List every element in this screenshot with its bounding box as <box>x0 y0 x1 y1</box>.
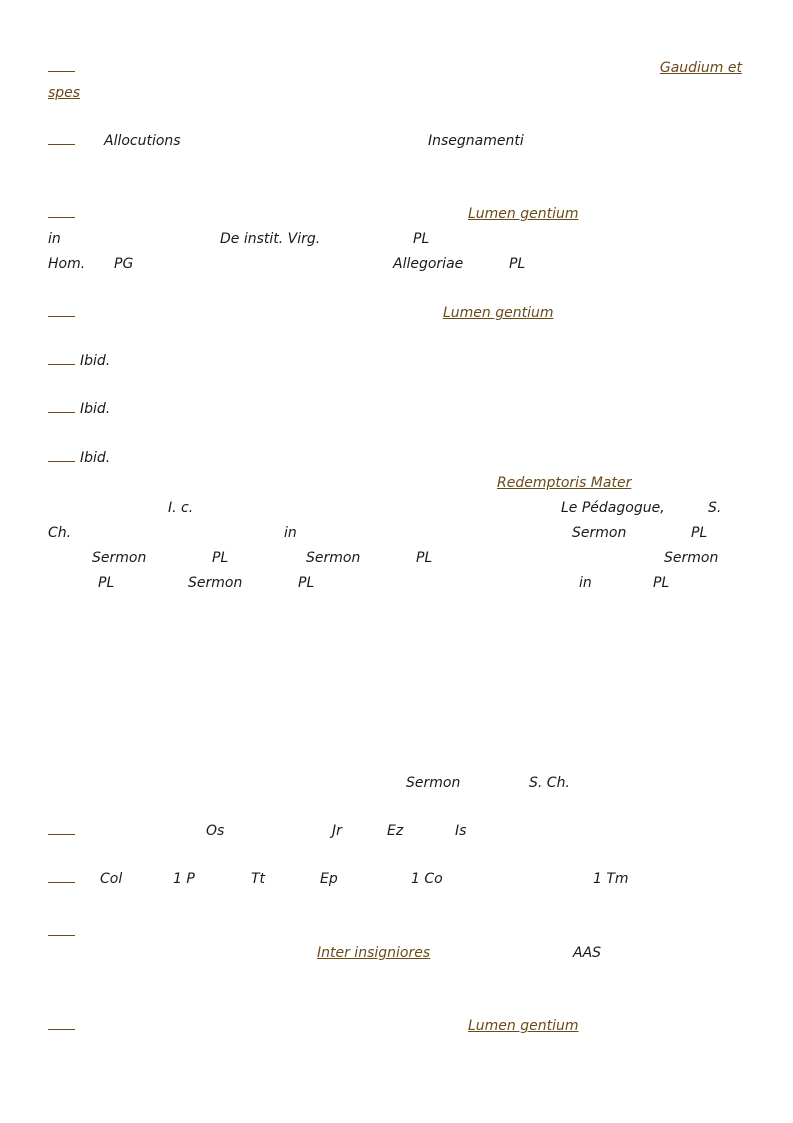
ibid-text: Ibid. <box>80 353 111 369</box>
footnote-9-line-1 <box>48 868 748 890</box>
source-title: Sermon <box>188 575 243 591</box>
footnote-marker[interactable] <box>48 1015 75 1030</box>
footnote-7-line-5 <box>48 547 748 569</box>
source-abbrev: AAS <box>573 945 602 961</box>
footnote-marker[interactable] <box>48 302 75 317</box>
source-title: De instit. Virg. <box>220 231 321 247</box>
footnote-4-line-1 <box>48 302 748 324</box>
footnote-marker[interactable] <box>48 398 75 413</box>
ibid-text: Ibid. <box>80 450 111 466</box>
source-abbrev: S. <box>708 500 722 516</box>
book-abbrev: Ep <box>320 871 338 887</box>
footnote-7-line-6 <box>48 572 748 594</box>
gaudium-et-spes-link-cont[interactable]: spes <box>48 85 81 101</box>
book-abbrev: 1 Tm <box>593 871 629 887</box>
source-abbrev: PL <box>691 525 708 541</box>
footnote-marker[interactable] <box>48 447 75 462</box>
lumen-gentium-link[interactable]: Lumen gentium <box>443 305 554 321</box>
inter-insigniores-link[interactable]: Inter insigniores <box>317 945 431 961</box>
footnote-5-line-1 <box>48 350 748 372</box>
footnote-marker[interactable] <box>48 130 75 145</box>
source-abbrev: S. Ch. <box>529 775 570 791</box>
book-abbrev: Ez <box>387 823 404 839</box>
footnote-marker[interactable] <box>48 350 75 365</box>
footnote-marker[interactable] <box>48 820 75 835</box>
footnote-7-line-2 <box>48 472 748 494</box>
source-abbrev: PL <box>653 575 670 591</box>
book-abbrev: 1 P <box>173 871 195 887</box>
source-title: Allocutions <box>104 133 181 149</box>
footnote-7-line-4 <box>48 522 748 544</box>
footnote-7-line-1 <box>48 447 748 469</box>
footnote-10-line-1 <box>48 921 748 943</box>
book-abbrev: Is <box>455 823 467 839</box>
source-title: Le Pédagogue, <box>561 500 665 516</box>
source-abbrev: PL <box>298 575 315 591</box>
book-abbrev: Col <box>100 871 123 887</box>
source-abbrev: PL <box>212 550 229 566</box>
footnote-3-line-2 <box>48 228 748 250</box>
book-abbrev: Tt <box>251 871 266 887</box>
source-title: Sermon <box>572 525 627 541</box>
book-abbrev: Os <box>206 823 225 839</box>
source-title: Sermon <box>406 775 461 791</box>
source-title: Insegnamenti <box>428 133 524 149</box>
footnote-2-line-1 <box>48 130 748 152</box>
footnote-8-line-1 <box>48 820 748 842</box>
source-title: Sermon <box>664 550 719 566</box>
footnote-marker[interactable] <box>48 868 75 883</box>
footnote-marker[interactable] <box>48 921 75 936</box>
source-abbrev: PL <box>98 575 115 591</box>
citation-word: in <box>284 525 297 541</box>
source-abbrev: PL <box>413 231 430 247</box>
footnote-6-line-1 <box>48 398 748 420</box>
footnote-1-line-1 <box>48 57 748 79</box>
redemptoris-mater-link[interactable]: Redemptoris Mater <box>497 475 632 491</box>
source-abbrev: PG <box>114 256 134 272</box>
book-abbrev: 1 Co <box>411 871 443 887</box>
source-title: Sermon <box>92 550 147 566</box>
source-title: Sermon <box>306 550 361 566</box>
footnote-10-line-2 <box>48 942 748 964</box>
source-title: Allegoriae <box>393 256 464 272</box>
source-abbrev: PL <box>509 256 526 272</box>
gaudium-et-spes-link[interactable]: Gaudium et <box>659 60 742 76</box>
source-abbrev: PL <box>416 550 433 566</box>
footnote-marker[interactable] <box>48 203 75 218</box>
lumen-gentium-link[interactable]: Lumen gentium <box>468 1018 579 1034</box>
footnote-7-line-7 <box>48 772 748 794</box>
citation-word: I. c. <box>168 500 194 516</box>
footnote-marker[interactable] <box>48 57 75 72</box>
source-title: Hom. <box>48 256 86 272</box>
footnote-11-line-1 <box>48 1015 748 1037</box>
footnote-1-line-2 <box>48 82 748 104</box>
lumen-gentium-link[interactable]: Lumen gentium <box>468 206 579 222</box>
book-abbrev: Jr <box>332 823 342 839</box>
citation-word: in <box>579 575 592 591</box>
footnote-3-line-1 <box>48 203 748 225</box>
footnote-3-line-3 <box>48 253 748 275</box>
citation-word: in <box>48 231 61 247</box>
ibid-text: Ibid. <box>80 401 111 417</box>
source-abbrev: Ch. <box>48 525 72 541</box>
footnote-7-line-3 <box>48 497 748 519</box>
